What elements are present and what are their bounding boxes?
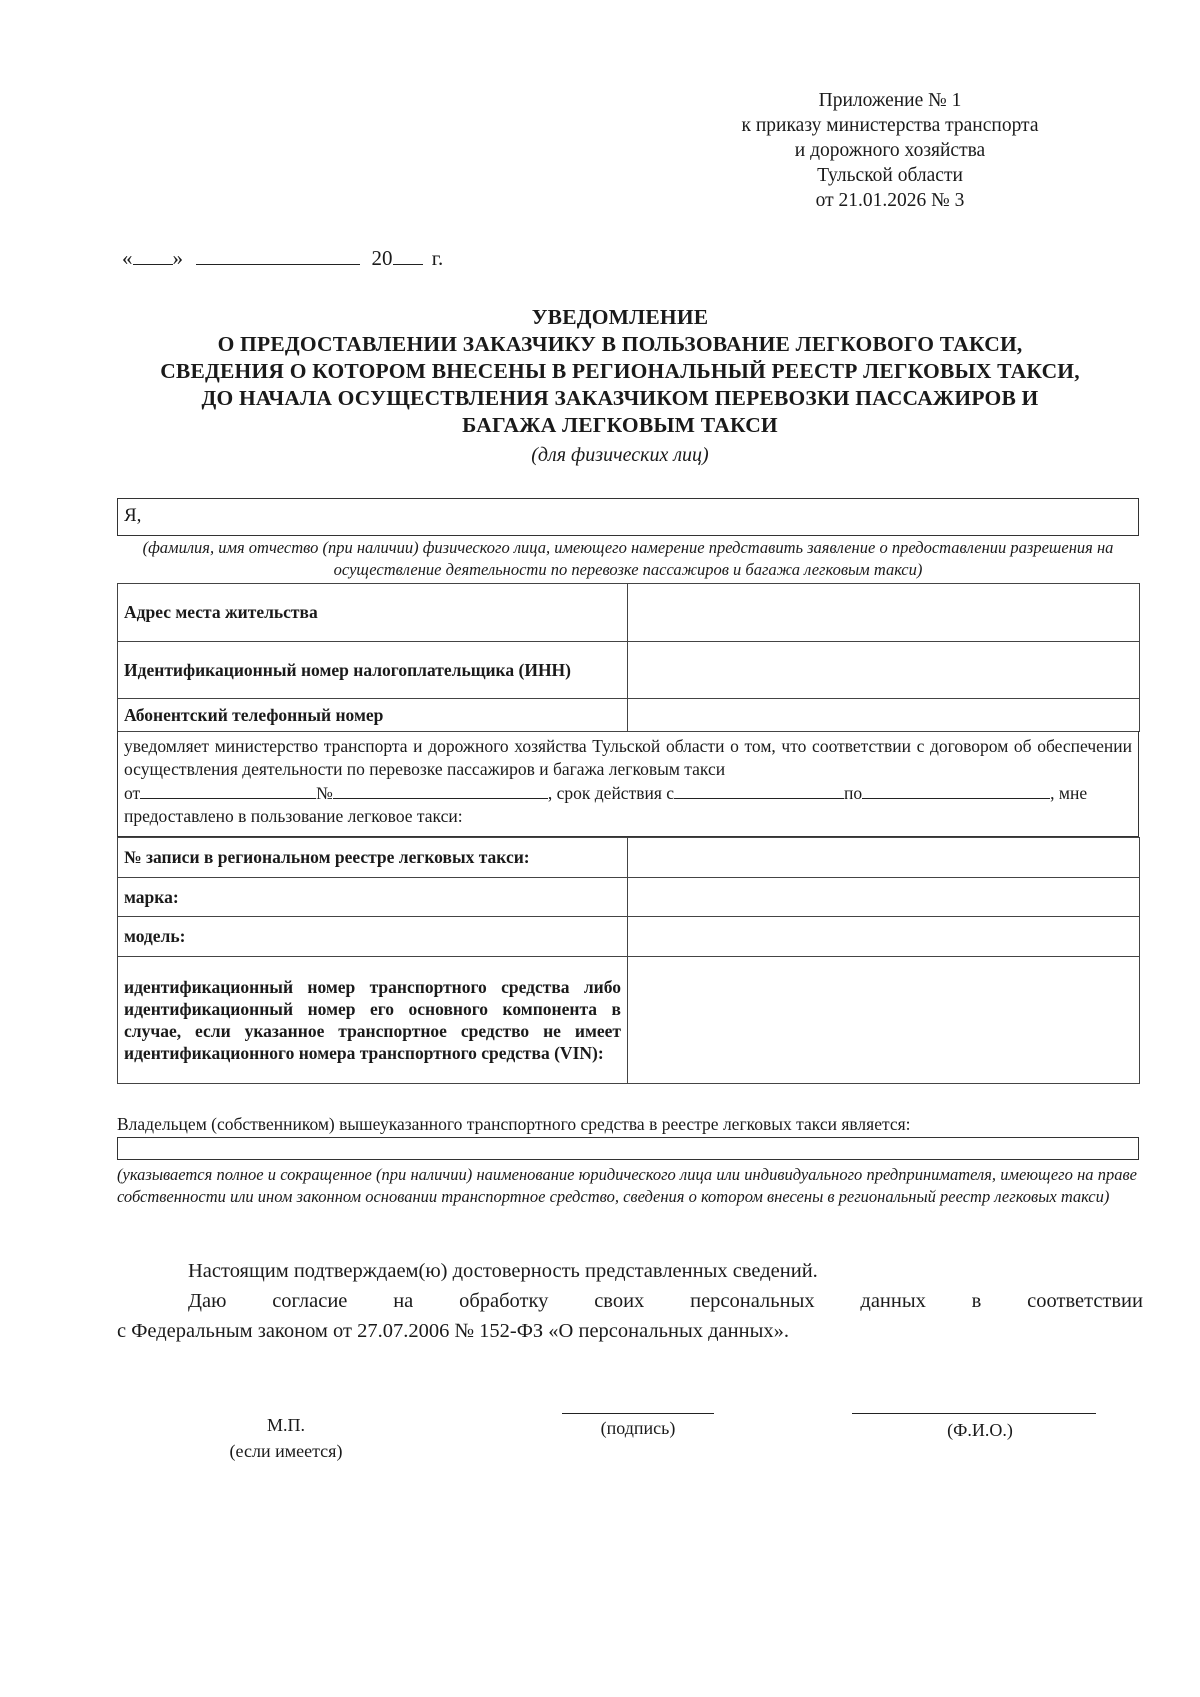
appendix-line: Тульской области	[817, 165, 963, 186]
appendix-line: и дорожного хозяйства	[794, 140, 986, 161]
vin-value[interactable]	[628, 957, 1140, 1084]
fio-caption: (Ф.И.О.)	[947, 1420, 1013, 1440]
notice-provided: предоставлено в пользование легковое такси:	[124, 806, 463, 826]
table-row	[118, 957, 1140, 1084]
address-label: Адрес места жительства	[118, 584, 628, 642]
table-row	[118, 838, 1140, 878]
notice-from: от	[124, 783, 141, 803]
table-row	[118, 917, 1140, 957]
document-subtitle: (для физических лиц)	[531, 444, 709, 466]
registry-number-value[interactable]	[628, 838, 1140, 878]
applicant-name-field[interactable]	[117, 498, 1139, 536]
phone-value[interactable]	[628, 699, 1140, 732]
signature-line[interactable]	[562, 1413, 714, 1414]
day-blank[interactable]	[133, 246, 173, 265]
make-label: марка:	[118, 878, 628, 917]
law-reference-line: с Федеральным законом от 27.07.2006 № 152-ФЗ «О персональных данных».	[117, 1320, 789, 1342]
owner-note: (указывается полное и сокращенное (при наличии) наименование юридического лица или индивидуального предпринимателя, имеющего на праве собственности или ином законном основании транспортное средство, сведения о котором внесены в региональный реестр легковых такси)	[117, 1165, 1137, 1206]
title-line: БАГАЖА ЛЕГКОВЫМ ТАКСИ	[462, 413, 778, 437]
registry-number-label: № записи в региональном реестре легковых такси:	[118, 838, 628, 878]
owner-label: Владельцем (собственником) вышеуказанного транспортного средства в реестре легковых такси является:	[117, 1114, 911, 1134]
date-line	[122, 246, 443, 271]
year-suffix: г.	[431, 246, 444, 270]
person-table	[117, 583, 1140, 732]
table-row	[118, 642, 1140, 699]
table-row	[118, 878, 1140, 917]
address-value[interactable]	[628, 584, 1140, 642]
table-row	[118, 584, 1140, 642]
confirmation-line: Настоящим подтверждаем(ю) достоверность представленных сведений.	[188, 1260, 818, 1282]
date-close-quote: »	[172, 246, 183, 270]
appendix-header	[690, 88, 1090, 213]
appendix-line: Приложение № 1	[818, 90, 962, 111]
validity-from-field[interactable]	[674, 781, 844, 799]
applicant-note: (фамилия, имя отчество (при наличии) физического лица, имеющего намерение представить заявление о предоставлении разрешения на осуществление деятельности по перевозке пассажиров и багажа легковым такси)	[142, 538, 1114, 579]
notice-me: , мне	[1050, 783, 1088, 803]
inn-label: Идентификационный номер налогоплательщика (ИНН)	[118, 642, 628, 699]
consent-line: Даю согласие на обработку своих персональных данных в соответствии	[188, 1290, 1143, 1312]
model-value[interactable]	[628, 917, 1140, 957]
notice-number: №	[316, 783, 333, 803]
contract-date-field[interactable]	[140, 781, 316, 799]
stamp-label: М.П.	[266, 1415, 305, 1435]
phone-label: Абонентский телефонный номер	[118, 699, 628, 732]
document-title	[100, 304, 1140, 439]
vehicle-table	[117, 837, 1140, 1084]
appendix-line: от 21.01.2026 № 3	[815, 190, 965, 211]
signature-caption: (подпись)	[600, 1418, 676, 1438]
notice-validity: , срок действия с	[547, 783, 675, 803]
make-value[interactable]	[628, 878, 1140, 917]
applicant-prefix: Я,	[124, 505, 142, 526]
title-line: УВЕДОМЛЕНИЕ	[531, 305, 709, 329]
title-line: ДО НАЧАЛА ОСУЩЕСТВЛЕНИЯ ЗАКАЗЧИКОМ ПЕРЕВОЗКИ ПАССАЖИРОВ И	[201, 386, 1039, 410]
vin-label: идентификационный номер транспортного средства либо идентификационный номер его основного компонента в случае, если указанное транспортное средство не имеет идентификационного номера транспортного средства (VIN):	[118, 957, 628, 1084]
validity-to-field[interactable]	[862, 781, 1050, 799]
notice-section	[117, 731, 1139, 837]
model-label: модель:	[118, 917, 628, 957]
notice-until: по	[844, 783, 863, 803]
appendix-line: к приказу министерства транспорта	[741, 115, 1039, 136]
owner-field[interactable]	[117, 1137, 1139, 1160]
month-blank[interactable]	[196, 246, 360, 265]
stamp-note: (если имеется)	[229, 1441, 343, 1461]
contract-number-field[interactable]	[333, 781, 548, 799]
year-blank[interactable]	[393, 246, 423, 265]
fio-line[interactable]	[852, 1413, 1096, 1414]
date-open-quote: «	[122, 246, 133, 270]
notice-text: уведомляет министерство транспорта и дорожного хозяйства Тульской области о том, что соответствии с договором об обеспечении осуществления деятельности по перевозке пассажиров и багажа легковым такси	[124, 736, 1132, 779]
inn-value[interactable]	[628, 642, 1140, 699]
title-line: О ПРЕДОСТАВЛЕНИИ ЗАКАЗЧИКУ В ПОЛЬЗОВАНИЕ ЛЕГКОВОГО ТАКСИ,	[217, 332, 1023, 356]
year-prefix: 20	[371, 246, 393, 270]
title-line: СВЕДЕНИЯ О КОТОРОМ ВНЕСЕНЫ В РЕГИОНАЛЬНЫЙ РЕЕСТР ЛЕГКОВЫХ ТАКСИ,	[160, 359, 1080, 383]
table-row	[118, 699, 1140, 732]
